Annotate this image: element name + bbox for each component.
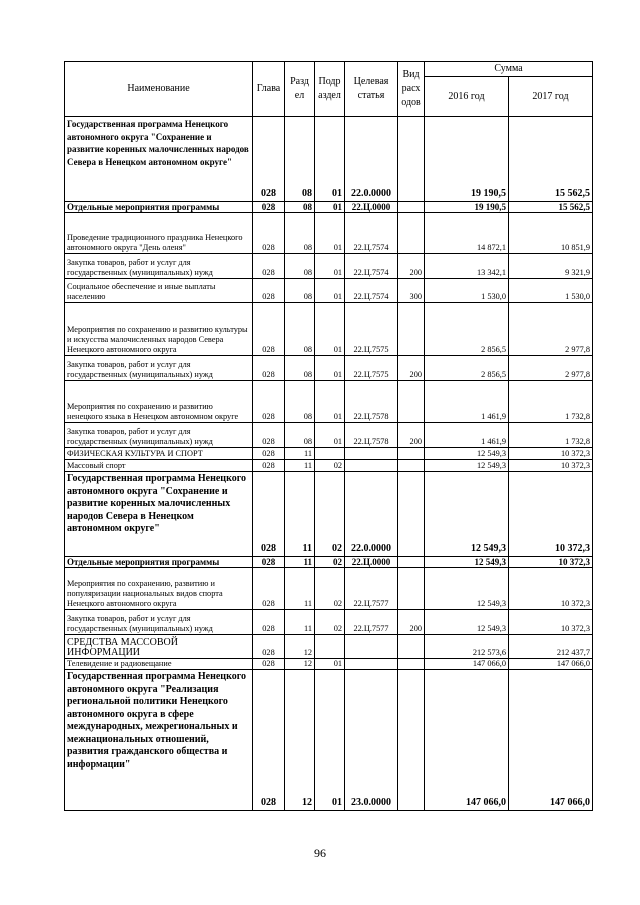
row-razdel: 08 — [285, 279, 315, 303]
row-name: Мероприятия по сохранению, развитию и популяризации национальных видов спорта Ненецкого автономного округа — [65, 568, 253, 610]
row-glava: 028 — [253, 460, 285, 472]
row-target: 22.Ц.7574 — [345, 254, 398, 279]
row-2016: 147 066,0 — [425, 670, 509, 811]
row-2016: 2 856,5 — [425, 303, 509, 356]
row-razdel: 08 — [285, 117, 315, 202]
row-vid — [398, 117, 425, 202]
row-2017: 1 732,8 — [509, 381, 593, 423]
row-2017: 212 437,7 — [509, 635, 593, 659]
row-vid: 200 — [398, 610, 425, 635]
row-razdel: 08 — [285, 356, 315, 381]
row-podrazdel: 02 — [315, 557, 345, 568]
table-row — [65, 557, 593, 568]
row-target: 22.0.0000 — [345, 117, 398, 202]
table-row — [65, 356, 593, 381]
row-target: 23.0.0000 — [345, 670, 398, 811]
row-vid — [398, 670, 425, 811]
row-2016: 12 549,3 — [425, 568, 509, 610]
row-podrazdel: 01 — [315, 303, 345, 356]
row-glava: 028 — [253, 610, 285, 635]
row-vid — [398, 568, 425, 610]
row-2017: 15 562,5 — [509, 202, 593, 213]
row-target: 22.0.0000 — [345, 472, 398, 557]
row-2016: 212 573,6 — [425, 635, 509, 659]
header-glava: Глава — [253, 62, 285, 117]
row-glava: 028 — [253, 635, 285, 659]
row-razdel: 08 — [285, 213, 315, 254]
budget-table — [64, 61, 593, 811]
row-razdel: 12 — [285, 670, 315, 811]
row-vid: 200 — [398, 423, 425, 448]
header-razdel: Разд ел — [285, 62, 315, 117]
table-row — [65, 460, 593, 472]
row-vid — [398, 213, 425, 254]
row-vid — [398, 303, 425, 356]
row-glava: 028 — [253, 303, 285, 356]
row-razdel: 08 — [285, 423, 315, 448]
row-vid: 200 — [398, 254, 425, 279]
row-glava: 028 — [253, 356, 285, 381]
row-2017: 10 372,3 — [509, 568, 593, 610]
table-row — [65, 254, 593, 279]
row-target: 22.Ц.7577 — [345, 610, 398, 635]
row-target: 22.Ц.7574 — [345, 279, 398, 303]
row-name: Государственная программа Ненецкого автономного округа "Сохранение и развитие коренных малочисленных народов Севера в Ненецком автономном округе" — [65, 472, 253, 557]
row-podrazdel: 01 — [315, 659, 345, 670]
header-sum: Сумма — [425, 62, 593, 77]
row-vid — [398, 381, 425, 423]
table-row — [65, 568, 593, 610]
row-name: ФИЗИЧЕСКАЯ КУЛЬТУРА И СПОРТ — [65, 448, 253, 460]
row-2016: 1 530,0 — [425, 279, 509, 303]
table-row — [65, 279, 593, 303]
row-glava: 028 — [253, 670, 285, 811]
row-podrazdel: 01 — [315, 381, 345, 423]
row-name: Государственная программа Ненецкого автономного округа "Реализация региональной политики Ненецкого автономного округа в сфере международных, межрегиональных и межнациональных отношений, развития гражданского общества и информации" — [65, 670, 253, 811]
row-razdel: 11 — [285, 460, 315, 472]
header-vid: Вид расх одов — [398, 62, 425, 117]
row-podrazdel — [315, 448, 345, 460]
row-2017: 147 066,0 — [509, 659, 593, 670]
row-2017: 10 372,3 — [509, 448, 593, 460]
row-razdel: 12 — [285, 635, 315, 659]
row-2017: 15 562,5 — [509, 117, 593, 202]
row-razdel: 11 — [285, 568, 315, 610]
row-target — [345, 659, 398, 670]
row-2016: 12 549,3 — [425, 472, 509, 557]
row-podrazdel — [315, 635, 345, 659]
table-row — [65, 117, 593, 202]
row-target: 22.Ц.0000 — [345, 202, 398, 213]
row-podrazdel: 02 — [315, 568, 345, 610]
row-2016: 2 856,5 — [425, 356, 509, 381]
row-razdel: 08 — [285, 381, 315, 423]
table-row — [65, 448, 593, 460]
row-glava: 028 — [253, 472, 285, 557]
row-glava: 028 — [253, 213, 285, 254]
header-2016: 2016 год — [425, 77, 509, 117]
row-2016: 19 190,5 — [425, 117, 509, 202]
row-target: 22.Ц.7578 — [345, 423, 398, 448]
row-vid — [398, 557, 425, 568]
row-name: Закупка товаров, работ и услуг для государственных (муниципальных) нужд — [65, 254, 253, 279]
table-row — [65, 381, 593, 423]
row-name: Массовый спорт — [65, 460, 253, 472]
row-name: Мероприятия по сохранению и развитию культуры и искусства малочисленных народов Севера Ненецкого автономного округа — [65, 303, 253, 356]
row-razdel: 08 — [285, 303, 315, 356]
row-2017: 2 977,8 — [509, 303, 593, 356]
row-2016: 1 461,9 — [425, 381, 509, 423]
row-razdel: 11 — [285, 448, 315, 460]
row-podrazdel: 02 — [315, 610, 345, 635]
row-vid: 300 — [398, 279, 425, 303]
row-target: 22.Ц.7575 — [345, 303, 398, 356]
row-2017: 9 321,9 — [509, 254, 593, 279]
row-razdel: 12 — [285, 659, 315, 670]
row-vid — [398, 202, 425, 213]
row-glava: 028 — [253, 202, 285, 213]
row-podrazdel: 02 — [315, 472, 345, 557]
row-2017: 1 732,8 — [509, 423, 593, 448]
row-2016: 12 549,3 — [425, 460, 509, 472]
row-2016: 12 549,3 — [425, 557, 509, 568]
row-glava: 028 — [253, 254, 285, 279]
row-name: СРЕДСТВА МАССОВОЙ ИНФОРМАЦИИ — [65, 635, 253, 659]
row-2016: 12 549,3 — [425, 610, 509, 635]
row-vid — [398, 635, 425, 659]
row-name: Закупка товаров, работ и услуг для государственных (муниципальных) нужд — [65, 423, 253, 448]
row-target — [345, 460, 398, 472]
row-vid: 200 — [398, 356, 425, 381]
row-target: 22.Ц.7574 — [345, 213, 398, 254]
row-name: Отдельные мероприятия программы — [65, 557, 253, 568]
row-glava: 028 — [253, 448, 285, 460]
row-2017: 10 851,9 — [509, 213, 593, 254]
row-podrazdel: 01 — [315, 670, 345, 811]
row-name: Закупка товаров, работ и услуг для государственных (муниципальных) нужд — [65, 356, 253, 381]
row-podrazdel: 01 — [315, 423, 345, 448]
row-podrazdel: 02 — [315, 460, 345, 472]
row-razdel: 11 — [285, 472, 315, 557]
row-podrazdel: 01 — [315, 254, 345, 279]
row-glava: 028 — [253, 659, 285, 670]
header-target: Целевая статья — [345, 62, 398, 117]
row-razdel: 08 — [285, 202, 315, 213]
table-row — [65, 202, 593, 213]
row-target — [345, 635, 398, 659]
table-row — [65, 472, 593, 557]
row-vid — [398, 448, 425, 460]
row-glava: 028 — [253, 117, 285, 202]
row-vid — [398, 659, 425, 670]
row-razdel: 08 — [285, 254, 315, 279]
row-name: Телевидение и радиовещание — [65, 659, 253, 670]
row-glava: 028 — [253, 381, 285, 423]
row-target — [345, 448, 398, 460]
row-2016: 1 461,9 — [425, 423, 509, 448]
row-vid — [398, 460, 425, 472]
row-2016: 14 872,1 — [425, 213, 509, 254]
row-razdel: 11 — [285, 557, 315, 568]
row-glava: 028 — [253, 557, 285, 568]
header-2017: 2017 год — [509, 77, 593, 117]
row-name: Социальное обеспечение и иные выплаты населению — [65, 279, 253, 303]
row-2017: 10 372,3 — [509, 557, 593, 568]
header-name: Наименование — [65, 62, 253, 117]
row-vid — [398, 472, 425, 557]
table-row — [65, 670, 593, 811]
row-2016: 147 066,0 — [425, 659, 509, 670]
row-glava: 028 — [253, 423, 285, 448]
row-name: Мероприятия по сохранению и развитию ненецкого языка в Ненецком автономном округе — [65, 381, 253, 423]
table-row — [65, 635, 593, 659]
row-target: 22.Ц.0000 — [345, 557, 398, 568]
row-name: Проведение традиционного праздника Ненецкого автономного округа "День оленя" — [65, 213, 253, 254]
page-number: 96 — [314, 846, 326, 860]
row-target: 22.Ц.7575 — [345, 356, 398, 381]
header-podrazdel: Подр аздел — [315, 62, 345, 117]
row-2017: 2 977,8 — [509, 356, 593, 381]
row-podrazdel: 01 — [315, 202, 345, 213]
table-row — [65, 423, 593, 448]
row-podrazdel: 01 — [315, 356, 345, 381]
row-2017: 1 530,0 — [509, 279, 593, 303]
row-name: Закупка товаров, работ и услуг для государственных (муниципальных) нужд — [65, 610, 253, 635]
row-2016: 13 342,1 — [425, 254, 509, 279]
row-2017: 147 066,0 — [509, 670, 593, 811]
row-podrazdel: 01 — [315, 117, 345, 202]
row-podrazdel: 01 — [315, 279, 345, 303]
row-target: 22.Ц.7578 — [345, 381, 398, 423]
table-row — [65, 659, 593, 670]
table-row — [65, 303, 593, 356]
row-podrazdel: 01 — [315, 213, 345, 254]
row-glava: 028 — [253, 568, 285, 610]
row-2016: 12 549,3 — [425, 448, 509, 460]
row-name: Государственная программа Ненецкого автономного округа "Сохранение и развитие коренных малочисленных народов Севера в Ненецком автономном округе" — [65, 117, 253, 202]
row-razdel: 11 — [285, 610, 315, 635]
row-2016: 19 190,5 — [425, 202, 509, 213]
row-glava: 028 — [253, 279, 285, 303]
row-2017: 10 372,3 — [509, 460, 593, 472]
table-row — [65, 213, 593, 254]
row-2017: 10 372,3 — [509, 472, 593, 557]
row-2017: 10 372,3 — [509, 610, 593, 635]
row-name: Отдельные мероприятия программы — [65, 202, 253, 213]
table-row — [65, 610, 593, 635]
row-target: 22.Ц.7577 — [345, 568, 398, 610]
